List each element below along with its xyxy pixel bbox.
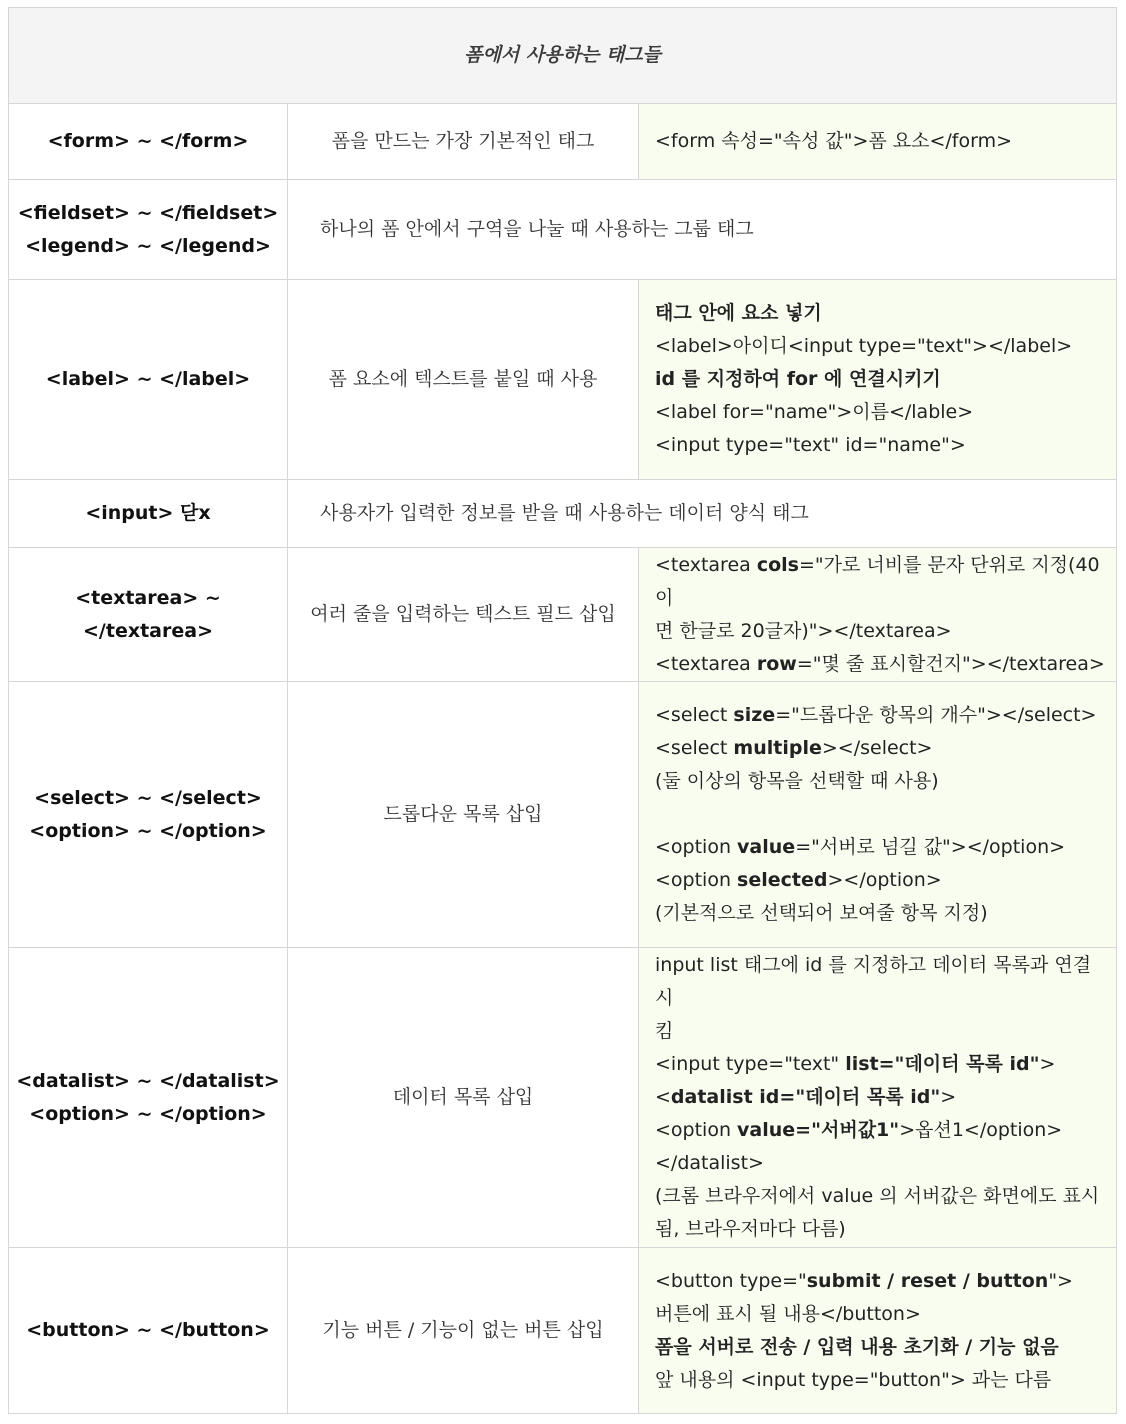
example-line: (크롬 브라우저에서 value 의 서버값은 화면에도 표시 [655,1185,1100,1207]
example-line: <input type="text" id="name"> [655,434,966,456]
example-line: input list 태그에 id 를 지정하고 데이터 목록과 연결시 [655,954,1092,1009]
example-line: 앞 내용의 <input type="button"> 과는 다름 [655,1368,1052,1391]
description-cell: 폼 요소에 텍스트를 붙일 때 사용 [288,280,639,480]
example-line: <label>아이디<input type="text"></label> [655,335,1073,357]
tag-cell [9,480,288,548]
tag-name: <input> 닫x [85,502,211,524]
example-line: 태그 안에 요소 넣기 [655,302,822,324]
page-title: 폼에서 사용하는 태그들 [9,8,1117,104]
tag-name: <datalist> ~ </datalist> [16,1069,280,1092]
example-cell [639,682,1117,948]
example-line: 버튼에 표시 될 내용</button> [655,1302,921,1325]
table-row [9,548,1117,682]
tag-name: <select> ~ </select> [34,786,262,809]
table-row [9,180,1117,280]
form-tags-table [8,7,1117,1414]
example-line: (기본적으로 선택되어 보여줄 항목 지정) [655,902,988,924]
tag-name: <form> ~ </form> [47,130,249,152]
tag-cell [9,682,288,948]
example-line: <option value="서버로 넘길 값"></option> [655,836,1066,858]
example-line: 폼을 서버로 전송 / 입력 내용 초기화 / 기능 없음 [655,1335,1059,1358]
example-cell [639,1248,1117,1414]
table-row [9,480,1117,548]
description-cell: 사용자가 입력한 정보를 받을 때 사용하는 데이터 양식 태그 [288,480,1117,548]
description-cell: 드롭다운 목록 삽입 [288,682,639,948]
example-line: </datalist> [655,1152,764,1174]
description-cell: 데이터 목록 삽입 [288,948,639,1248]
description-cell: 기능 버튼 / 기능이 없는 버튼 삽입 [288,1248,639,1414]
example-line: <textarea cols="가로 너비를 문자 단위로 지정(40이 [655,553,1100,609]
example-cell [639,948,1117,1248]
example-line: id 를 지정하여 for 에 연결시키기 [655,368,941,390]
example-line: 면 한글로 20글자)"></textarea> [655,619,952,642]
example-line: <select size="드롭다운 항목의 개수"></select> [655,704,1097,726]
tag-cell [9,548,288,682]
example-line: <datalist id="데이터 목록 id"> [655,1086,957,1108]
example-line: <input type="text" list="데이터 목록 id"> [655,1053,1056,1075]
example-line: 킴 [655,1020,674,1042]
table-row [9,948,1117,1248]
table-row [9,1248,1117,1414]
tag-cell [9,280,288,480]
tag-name: <option> ~ </option> [29,819,267,842]
example-line: <button type="submit / reset / button"> [655,1269,1073,1292]
example-line: <select multiple></select> [655,737,933,759]
tag-name: <button> ~ </button> [26,1319,270,1341]
title-row [9,8,1117,104]
example-line: <option selected></option> [655,869,942,891]
example-line: <option value="서버값1">옵션1</option> [655,1119,1063,1141]
description-cell: 여러 줄을 입력하는 텍스트 필드 삽입 [288,548,639,682]
table-row [9,104,1117,180]
tag-cell [9,948,288,1248]
tag-cell [9,180,288,280]
example-line: 됨, 브라우저마다 다름) [655,1218,846,1240]
example-cell: <form 속성="속성 값">폼 요소</form> [639,104,1117,180]
example-cell [639,280,1117,480]
tag-cell [9,1248,288,1414]
blank-line [655,798,1106,831]
example-line: <textarea row="몇 줄 표시할건지"></textarea> [655,652,1105,675]
tag-name: <legend> ~ </legend> [25,234,271,257]
tag-name: <label> ~ </label> [45,368,251,390]
description-cell: 하나의 폼 안에서 구역을 나눌 때 사용하는 그룹 태그 [288,180,1117,280]
example-line: (둘 이상의 항목을 선택할 때 사용) [655,770,939,792]
example-line: <label for="name">이름</lable> [655,401,974,423]
tag-name: <option> ~ </option> [29,1102,267,1125]
tag-name: <fieldset> ~ </fieldset> [17,201,279,224]
tag-cell [9,104,288,180]
description-cell: 폼을 만드는 가장 기본적인 태그 [288,104,639,180]
example-cell [639,548,1117,682]
table-row [9,682,1117,948]
tag-name: <textarea> ~ </textarea> [75,586,221,642]
table-row [9,280,1117,480]
